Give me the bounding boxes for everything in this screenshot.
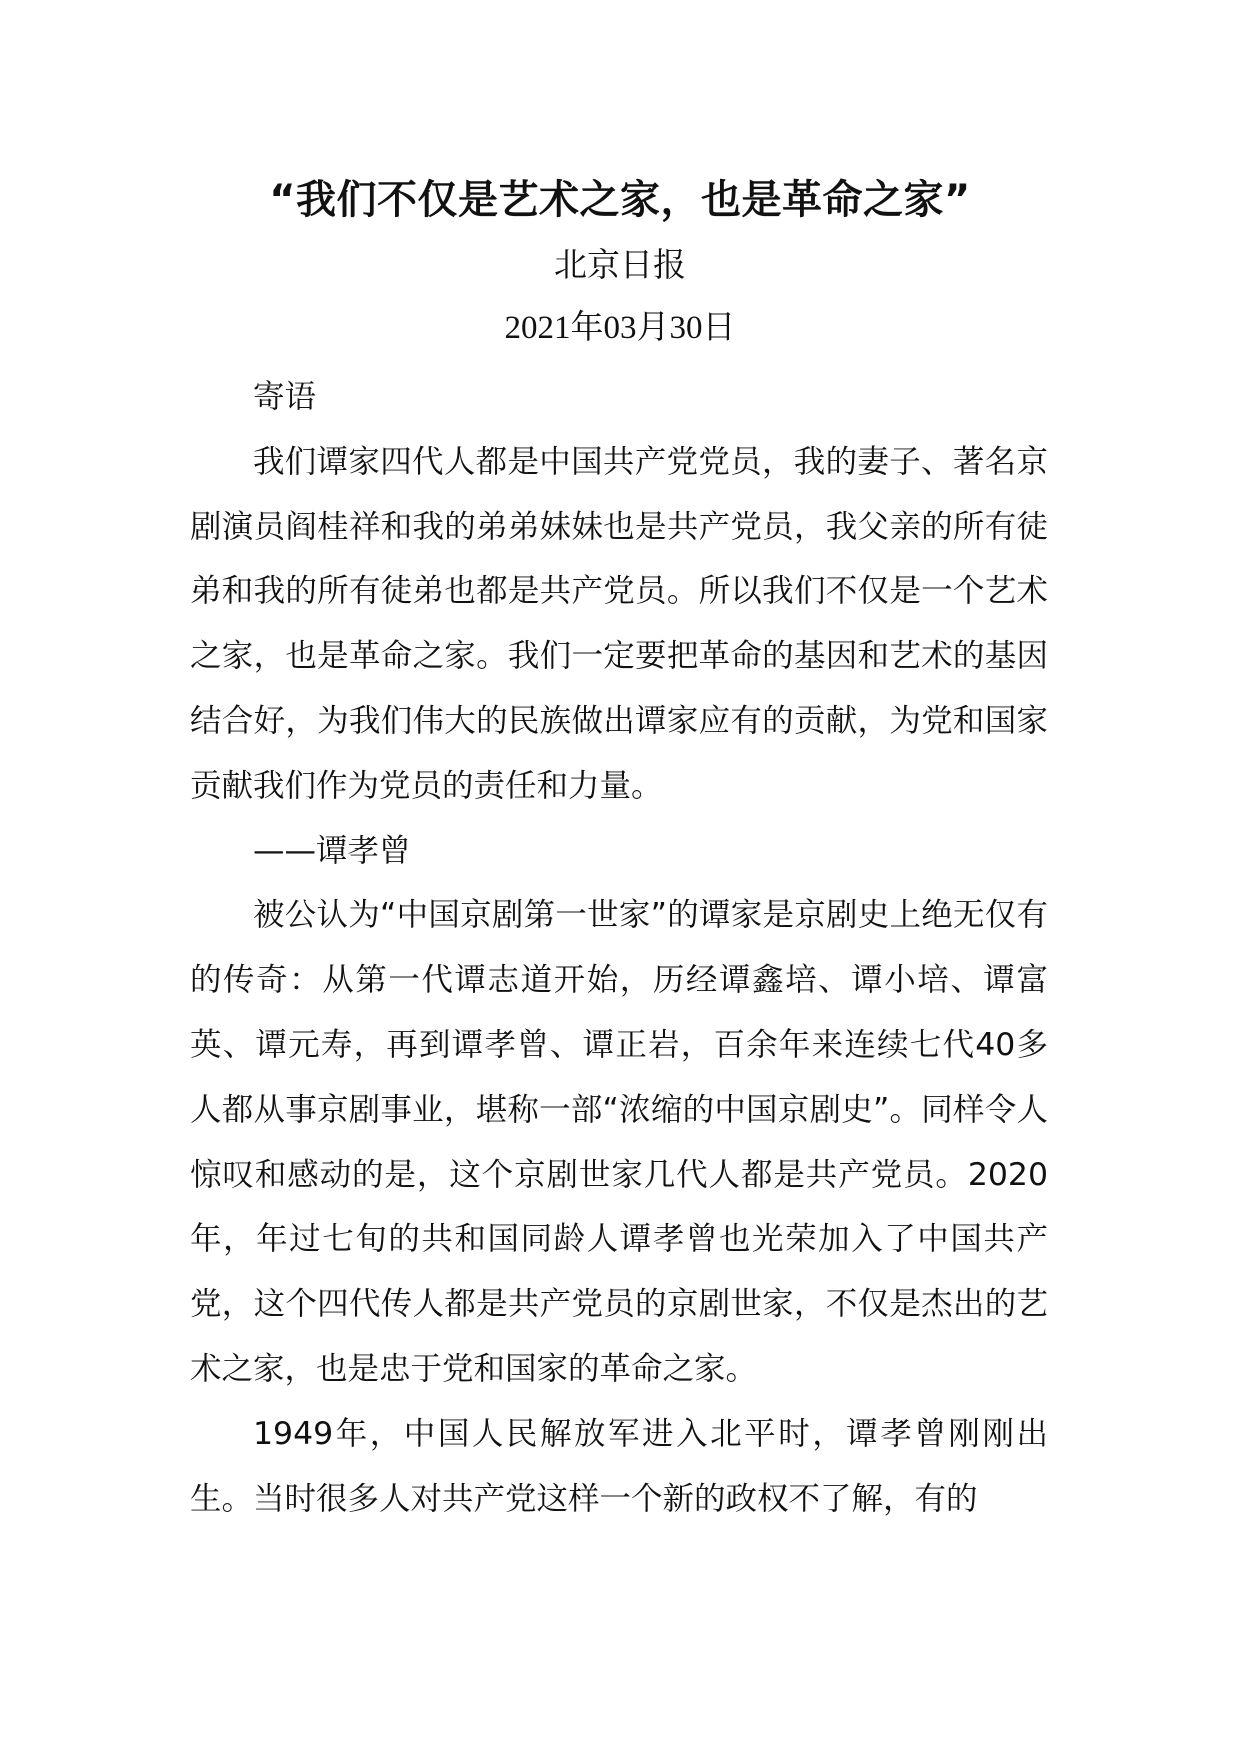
body-paragraph: 被公认为“中国京剧第一世家”的谭家是京剧史上绝无仅有的传奇：从第一代谭志道开始，历经谭鑫培、谭小培、谭富英、谭元寿，再到谭孝曾、谭正岩，百余年来连续七代40多人都从事京剧事业，堪称一部“浓缩的中国京剧史”。同样令人惊叹和感动的是，这个京剧世家几代人都是共产党员。2020年，年过七旬的共和国同龄人谭孝曾也光荣加入了中国共产党，这个四代传人都是共产党员的京剧世家，不仅是杰出的艺术之家，也是忠于党和国家的革命之家。 (190, 897, 1048, 1387)
section-heading-jiyu: 寄语 (253, 379, 317, 415)
quote-paragraph: 我们谭家四代人都是中国共产党党员，我的妻子、著名京剧演员阎桂祥和我的弟弟妹妹也是共产党员，我父亲的所有徒弟和我的所有徒弟也都是共产党员。所以我们不仅是一个艺术之家，也是革命之家。我们一定要把革命的基因和艺术的基因结合好，为我们伟大的民族做出谭家应有的贡献，为党和国家贡献我们作为党员的责任和力量。 (190, 443, 1048, 804)
article-source: 北京日报 (554, 245, 686, 284)
article-body (190, 365, 1048, 1531)
article-date: 2021年03月30日 (504, 310, 736, 346)
quote-attribution: ——谭孝曾 (253, 832, 411, 869)
body-paragraph: 1949年，中国人民解放军进入北平时，谭孝曾刚刚出生。当时很多人对共产党这样一个新的政权不了解，有的 (190, 1415, 1048, 1517)
article-title: “我们不仅是艺术之家，也是革命之家” (269, 177, 971, 223)
